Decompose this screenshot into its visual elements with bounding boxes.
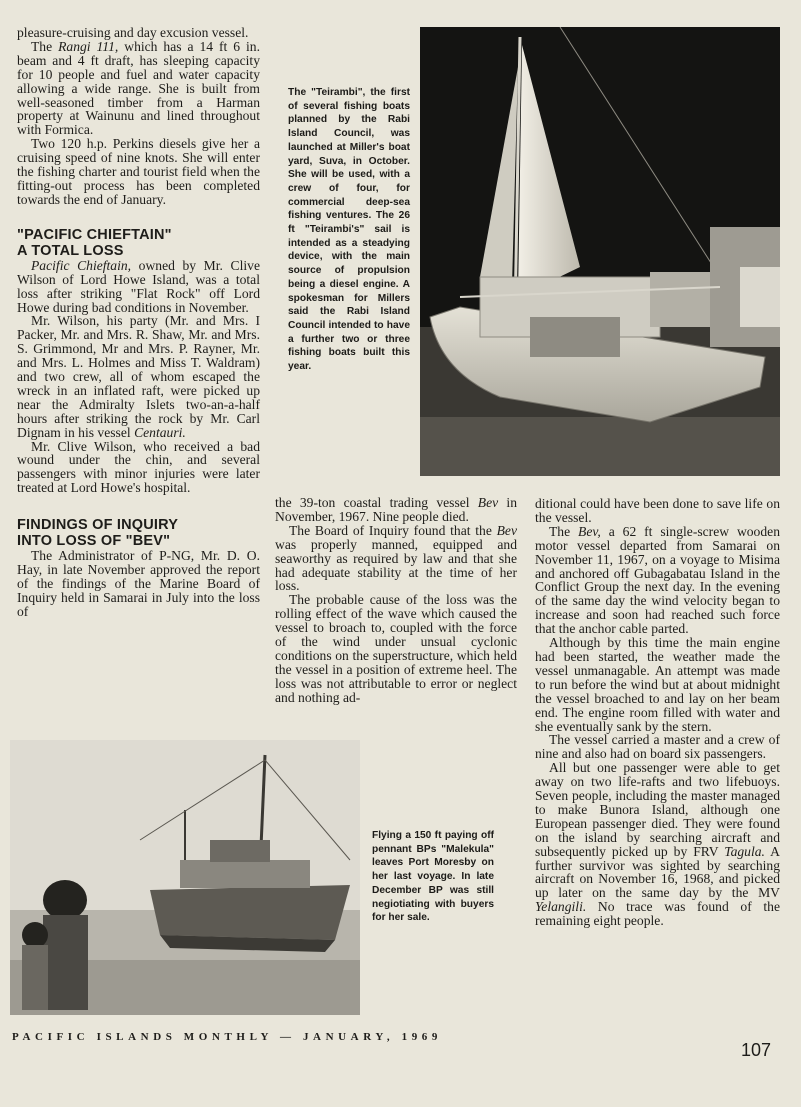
photo-caption-malekula: Flying a 150 ft paying off pennant BPs "Malekula" leaves Port Moresby on her last voyage. In late December BP was still negiotiating with buyers for her sale. — [372, 830, 494, 924]
paragraph — [17, 40, 260, 137]
paragraph — [535, 761, 780, 928]
text: was properly manned, equipped and seaworthy as required by law and that she had adequate stability at the time of her loss. — [275, 536, 517, 594]
vessel-name: Pacific Chieftain, — [31, 257, 132, 273]
text: in November, 1967. Nine people died. — [275, 495, 517, 524]
section-heading: "PACIFIC CHIEFTAIN" — [17, 226, 172, 243]
paragraph — [17, 314, 260, 439]
paragraph — [17, 259, 260, 315]
paragraph: The Administrator of P-NG, Mr. D. O. Hay, in late November approved the report of the findings of the Marine Board of Inquiry held in Samarai in July into the loss of — [17, 548, 260, 619]
text: The Board of Inquiry found that the — [289, 522, 497, 538]
paragraph: Although by this time the main engine had been started, the weather made the vessel unmanagable. An attempt was made to run before the wind but at about midnight the vessel broached to and lay on her beam end. The engine room filled with water and she eventually sank by the stern. — [535, 635, 780, 734]
column-left — [17, 26, 260, 619]
sailboat-illustration — [420, 27, 780, 476]
photo-caption-teirambi: The "Teirambi", the first of several fishing boats planned by the Rabi Island Council, was launched at Miller's boat yard, Suva, in October. She will be used, with a crew of four, for commercial deep-sea fishing ventures. The 26 ft "Teirambi's" sail is intended as a steadying device, with the main source of propulsion being a diesel engine. A spokesman for Millers said the Rabi Island Council intended to have a further two or three fishing boats built this year. — [288, 87, 410, 373]
paragraph — [275, 496, 517, 524]
section-heading: INTO LOSS OF "BEV" — [17, 533, 171, 550]
vessel-name: Bev — [496, 522, 517, 538]
text: owned by Mr. Clive Wilson of Lord Howe Island, was a total loss after striking "Flat Rock" off Lord Howe during bad conditions in November. — [17, 257, 260, 315]
vessel-name: Bev — [477, 495, 499, 510]
paragraph: The probable cause of the loss was the rolling effect of the wave which caused the vessel to broach to, coupled with the force of the wind under unsual cyclonic conditions on the superstructure, which held the vessel in a position of extreme heel. The loss was not attributable to error or neglect and nothing ad- — [275, 592, 517, 705]
text: the 39-ton coastal trading vessel — [275, 495, 478, 510]
vessel-name: Tagula. — [724, 843, 765, 859]
paragraph: pleasure-cruising and day excusion vessel. — [17, 25, 249, 40]
paragraph: ditional could have been done to save life on the vessel. — [535, 496, 780, 525]
text: All but one passenger were able to get away on two life-rafts and two lifebuoys. Seven people, including the master managed to make Bunora Island, although one European passenger died. They were found on the island by searching aircraft and subsequently picked up by FRV — [535, 760, 780, 859]
column-middle — [275, 496, 517, 705]
text: which has a 14 ft 6 in. beam and 4 ft draft, has sleeping capacity for 10 people and fuel and water capacity allowing a wide range. She is built from well-seasoned timber from a Harman property at Wainunu and lined throughout with Formica. — [17, 38, 260, 138]
text: The — [31, 38, 59, 54]
section-heading: A TOTAL LOSS — [17, 242, 124, 259]
vessel-name: Yelangili. — [535, 899, 587, 915]
text: No trace was found of the remaining eight people. — [535, 899, 780, 929]
column-right — [535, 497, 780, 928]
page-number: 107 — [741, 1040, 772, 1060]
vessel-name: Centauri. — [134, 424, 186, 440]
photo-malekula-ship — [10, 740, 360, 1015]
photo-teirambi-boat — [420, 27, 780, 476]
masthead-footer: PACIFIC ISLANDS MONTHLY — JANUARY, 1969 — [12, 1031, 443, 1043]
ship-illustration — [10, 740, 360, 1015]
section-heading: FINDINGS OF INQUIRY — [17, 517, 179, 534]
paragraph: Two 120 h.p. Perkins diesels give her a cruising speed of nine knots. She will enter the fishing charter and tourist field when the fitting-out process has been completed towards the end of January. — [17, 136, 260, 207]
text: A further survivor was sighted by searching aircraft on November 16, 1968, and picked up later on the same day by the MV — [535, 843, 780, 901]
paragraph — [535, 525, 780, 636]
vessel-name: Bev, — [578, 523, 601, 539]
vessel-name: Rangi 111, — [58, 38, 119, 54]
paragraph: Mr. Clive Wilson, who received a bad wound under the chin, and several passengers with minor injuries were later treated at Lord Howe's hospital. — [17, 438, 260, 496]
paragraph: The vessel carried a master and a crew of nine and also had on board six passengers. — [535, 732, 780, 762]
text: Mr. Wilson, his party (Mr. and Mrs. I Packer, Mr. and Mrs. R. Shaw, Mr. and Mrs. S. Grimmond, Mr and Mrs. P. Rayner, Mr. and Mrs. L. Holmes and Miss T. Waldram) and two crew, all of whom escaped the wreck in an inflated raft, were picked up near the Admiralty Islets two-an-a-half hours after striking the rock by Mr. Carl Dignam in his vessel — [17, 313, 260, 440]
paragraph — [275, 524, 517, 594]
text: The — [549, 523, 579, 539]
text: a 62 ft single-screw wooden motor vessel departed from Samarai on November 11, 1967, on a voyage to Misima and anchored off Gubagabatau Island in the Conflict Group the next day. In the evening of the same day the wind velocity began to increase and soon had reached such force that the anchor cable parted. — [535, 523, 780, 637]
